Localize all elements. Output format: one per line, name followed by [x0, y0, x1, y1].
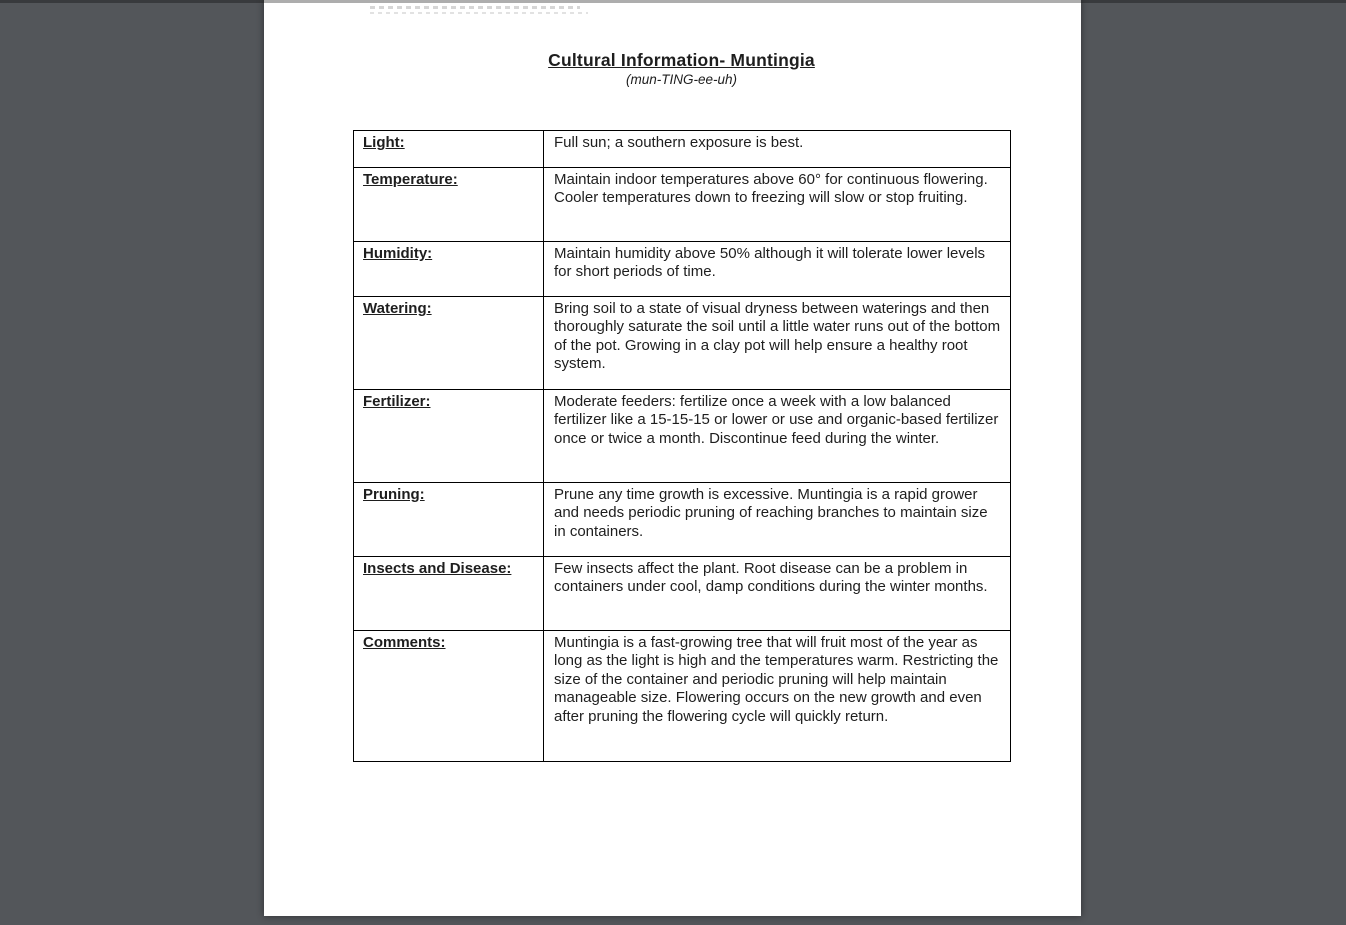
- row-content: Maintain indoor temperatures above 60° for continuous flowering. Cooler temperatures down to freezing will slow or stop fruiting.: [544, 168, 1011, 242]
- table-row: [354, 131, 1011, 168]
- page-content: [353, 0, 1010, 762]
- table-row: [354, 557, 1011, 631]
- viewport-top-edge: [0, 0, 1346, 3]
- row-content: Muntingia is a fast-growing tree that will fruit most of the year as long as the light is high and the temperatures warm. Restricting the size of the container and periodic pruning will help maintain manageable size. Flowering occurs on the new growth and even after pruning the flowering cycle will quickly return.: [544, 631, 1011, 762]
- row-label: Pruning:: [354, 483, 544, 557]
- row-label: Light:: [354, 131, 544, 168]
- table-row: [354, 483, 1011, 557]
- pronunciation-subtitle: (mun-TING-ee-uh): [625, 72, 738, 87]
- row-content: Prune any time growth is excessive. Muntingia is a rapid grower and needs periodic pruning of reaching branches to maintain size in containers.: [544, 483, 1011, 557]
- row-content: Moderate feeders: fertilize once a week with a low balanced fertilizer like a 15-15-15 or lower or use and organic-based fertilizer once or twice a month. Discontinue feed during the winter.: [544, 390, 1011, 483]
- table-row: [354, 390, 1011, 483]
- row-content: Bring soil to a state of visual dryness between waterings and then thoroughly saturate the soil until a little water runs out of the bottom of the pot. Growing in a clay pot will help ensure a healthy root system.: [544, 297, 1011, 390]
- row-label: Fertilizer:: [354, 390, 544, 483]
- page-title: Cultural Information- Muntingia: [548, 50, 815, 70]
- table-row: [354, 242, 1011, 297]
- row-content: Maintain humidity above 50% although it will tolerate lower levels for short periods of time.: [544, 242, 1011, 297]
- table-row: [354, 168, 1011, 242]
- cultural-info-table: [353, 130, 1011, 762]
- row-content: Full sun; a southern exposure is best.: [544, 131, 1011, 168]
- row-label: Temperature:: [354, 168, 544, 242]
- row-label: Humidity:: [354, 242, 544, 297]
- table-row: [354, 631, 1011, 762]
- row-label: Watering:: [354, 297, 544, 390]
- table-row: [354, 297, 1011, 390]
- row-label: Insects and Disease:: [354, 557, 544, 631]
- row-label: Comments:: [354, 631, 544, 762]
- document-page: [264, 0, 1081, 916]
- row-content: Few insects affect the plant. Root disease can be a problem in containers under cool, damp conditions during the winter months.: [544, 557, 1011, 631]
